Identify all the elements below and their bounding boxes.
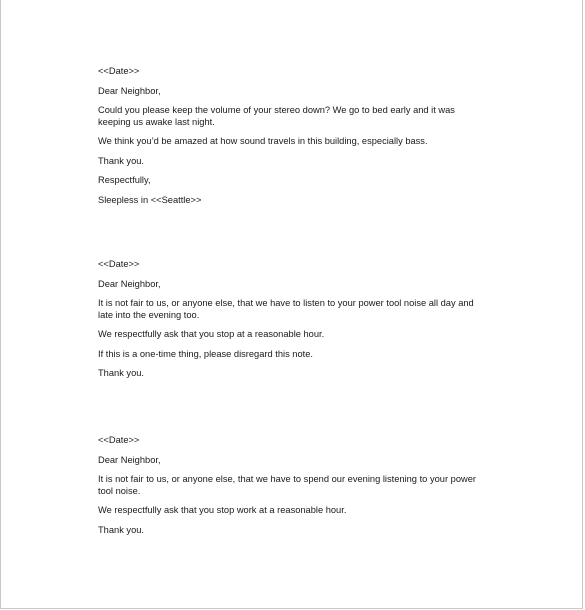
letter-paragraph: We respectfully ask that you stop work at a reasonable hour. [98,505,347,515]
letter-sign-off: Respectfully, [98,175,151,185]
letter-paragraph: Could you please keep the volume of your stereo down? We go to bed early and it was keeping us awake last night. [98,105,455,127]
letter-paragraph: We respectfully ask that you stop at a reasonable hour. [98,329,325,339]
letter-paragraph: We think you’d be amazed at how sound travels in this building, especially bass. [98,136,428,146]
letter-date: <<Date>> [98,259,140,269]
letter-paragraph: It is not fair to us, or anyone else, that we have to listen to your power tool noise all day and late into the evening too. [98,298,474,320]
letter-paragraph: If this is a one-time thing, please disregard this note. [98,348,313,359]
letter-date: <<Date>> [98,66,140,76]
letter-closing-thanks: Thank you. [98,524,144,535]
letter-signature: Sleepless in <<Seattle>> [98,194,202,205]
letter-date: <<Date>> [98,435,140,445]
letter-power-tool-evening [98,435,476,536]
letter-paragraph: It is not fair to us, or anyone else, that we have to spend our evening listening to your power tool noise. [98,474,476,496]
letter-closing-thanks: Thank you. [98,368,144,378]
letter-salutation: Dear Neighbor, [98,85,161,96]
letter-salutation: Dear Neighbor, [98,278,161,289]
letter-closing-thanks: Thank you. [98,155,144,166]
letter-stereo-noise [98,66,476,206]
letter-salutation: Dear Neighbor, [98,454,161,465]
letter-power-tool-day [98,259,476,380]
